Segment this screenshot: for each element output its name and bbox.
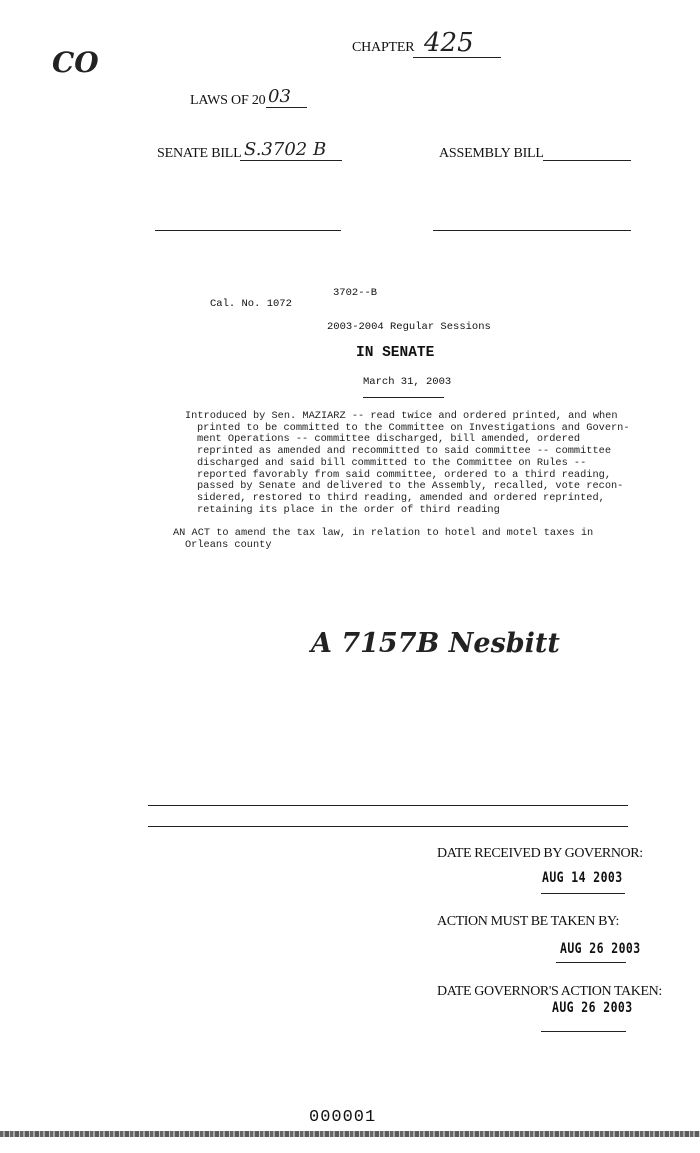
date-received-stamp: AUG 14 2003 bbox=[542, 870, 623, 886]
senate-bill-underline bbox=[240, 160, 342, 161]
action-by-line bbox=[556, 962, 626, 963]
introduced-line: reprinted as amended and recommitted to said committee -- committee bbox=[197, 445, 612, 458]
introduced-line: Introduced by Sen. MAZIARZ -- read twice and ordered printed, and when bbox=[185, 410, 618, 422]
introduced-line: retaining its place in the order of third reading bbox=[197, 503, 500, 516]
action-taken-stamp: AUG 26 2003 bbox=[552, 1000, 633, 1016]
blank-rule-1 bbox=[148, 805, 628, 806]
senate-sponsor-line bbox=[155, 230, 341, 231]
introduced-line: reported favorably from said committee, ordered to a third reading, bbox=[197, 468, 612, 481]
session-label: 2003-2004 Regular Sessions bbox=[327, 321, 491, 333]
act-title-paragraph bbox=[173, 527, 637, 551]
bill-history bbox=[173, 410, 637, 571]
assembly-sponsor-line bbox=[433, 230, 631, 231]
date-received-label: DATE RECEIVED BY GOVERNOR: bbox=[437, 846, 643, 861]
chapter-label: CHAPTER bbox=[352, 40, 415, 55]
calendar-number: Cal. No. 1072 bbox=[210, 298, 292, 310]
corner-handwritten-mark: CO bbox=[52, 46, 99, 79]
senate-bill-number-handwritten: S.3702 B bbox=[244, 139, 327, 160]
assembly-bill-underline bbox=[543, 160, 631, 161]
chamber-heading: IN SENATE bbox=[356, 345, 435, 361]
date-received-line bbox=[541, 893, 625, 894]
introduced-line: passed by Senate and delivered to the Assembly, recalled, vote recon- bbox=[197, 480, 624, 493]
date-rule bbox=[363, 397, 444, 398]
laws-of-label: LAWS OF 20 bbox=[190, 93, 266, 108]
blank-rule-2 bbox=[148, 826, 628, 827]
action-by-stamp: AUG 26 2003 bbox=[560, 941, 641, 957]
introduced-paragraph bbox=[185, 411, 637, 516]
scan-edge-noise bbox=[0, 1131, 700, 1137]
chapter-number-handwritten: 425 bbox=[424, 28, 474, 58]
introduction-date: March 31, 2003 bbox=[363, 376, 452, 388]
act-title-line: Orleans county bbox=[185, 538, 272, 551]
action-taken-label: DATE GOVERNOR'S ACTION TAKEN: bbox=[437, 984, 662, 999]
introduced-line: ment Operations -- committee discharged, bill amended, ordered bbox=[197, 433, 581, 446]
action-taken-line bbox=[541, 1031, 626, 1032]
senate-bill-label: SENATE BILL bbox=[157, 146, 242, 161]
introduced-line: printed to be committed to the Committee on Investigations and Govern- bbox=[197, 421, 630, 434]
action-by-label: ACTION MUST BE TAKEN BY: bbox=[437, 914, 619, 929]
laws-year-underline bbox=[266, 107, 307, 108]
act-title-line: AN ACT to amend the tax law, in relation to hotel and motel taxes in bbox=[173, 527, 594, 539]
introduced-line: sidered, restored to third reading, amended and ordered reprinted, bbox=[197, 491, 605, 504]
laws-year-handwritten: 03 bbox=[268, 86, 291, 107]
bill-print-number: 3702--B bbox=[333, 287, 378, 299]
page-number: 000001 bbox=[309, 1108, 377, 1127]
introduced-line: discharged and said bill committed to the Committee on Rules -- bbox=[197, 456, 587, 469]
chapter-underline bbox=[413, 57, 501, 58]
assembly-bill-label: ASSEMBLY BILL bbox=[439, 146, 544, 161]
assembly-reference-handwritten: A 7157B Nesbitt bbox=[311, 628, 560, 659]
